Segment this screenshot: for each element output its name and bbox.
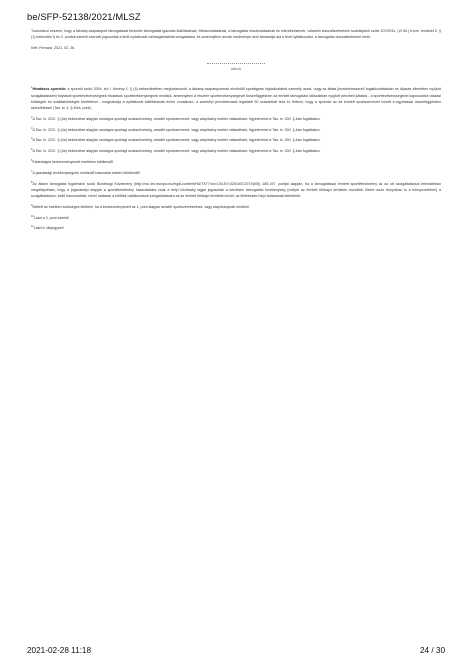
document-body (31, 28, 441, 232)
footnote-marker: 5 (31, 148, 33, 152)
print-datetime: 2021-02-28 11:18 (27, 646, 92, 655)
page-footer (0, 646, 471, 658)
footnote-8 (31, 181, 441, 200)
footnote-text: A gazdasági tevékenységnek minősülő használat esetén kitöltendő! (32, 170, 140, 175)
footnote-text: A Tao. tv. 22/C. § (4a) bekezdése alapján országos sportági szakszövetség, amatőr sportszervezet, vagy alapítvány esetén választható, figyelemmel a Tao. tv. 30/I. §-ban foglaltakra. (32, 138, 321, 143)
footnote-marker: 2 (31, 115, 33, 119)
footnote-marker: 6 (31, 158, 33, 162)
footnote-marker: 4 (31, 137, 33, 141)
footnote-marker: 3 (31, 126, 33, 130)
footnote-text: Mellett az esetben szükséges kitölteni, ha a kedvezményezett az 1. pont alapján amatőr sportszervezetnek, vagy alapítványnak minősül. (32, 204, 250, 209)
date-line: Kelt: Ferrazzi, 2021. 02. 26. (31, 46, 76, 50)
footnote-1 (31, 86, 441, 111)
footnote-text: Kizárólagos kedvezményezett esetében kitöltendő! (32, 160, 114, 164)
footnote-11 (31, 225, 441, 231)
footnote-title: Hivatásos sportoló: (32, 87, 67, 92)
footnote-marker: 8 (31, 180, 33, 184)
document-case-number: be/SFP-52138/2021/MLSZ (27, 11, 141, 22)
declaration-paragraph: Tudomásul veszem, hogy a látvány-csapatsport támogatását biztosító támogatási igazolás kiállításának, felhasználásának, a támogatás elszámolásának és ellenőrzésének, valamint visszafizetésének szabályairól szóló 107/2011. (VI.30.) Korm. rendelet 2. § (1) bekezdés f) és 2. pontok szerinti szervek jogosultak a fenti nyilatkozat valóságtartalmát vizsgálatára, és amennyiben annak eredménye nem támasztja alá a fenti nyilatkozatot, a támogatás visszafizetésére kerül. (31, 29, 441, 40)
footnote-text: Az állami támogatás fogalmáról szóló Bizottsági Közlemény (http://eur-lex.europa.eu/legal-content/HU/TXT/?uri=CELEX:52016XC0719(05)) 185-197. pontjai alapján, ha a támogatással érintett sportlétesítmény az az ott szolgáltatással telemáteban megállapítható, hogy a jogszabályi alapján a sportlétesítmény használatára csak a helyi közösség tagjai jogosultak a kérdéses támogatási tevékenység (melyet az érintett földrajzi területen közöttük, illetve azon túlnyúlóan is a környezetében) a szolgáltatáshoz, kellő hasznosítást, mivel hatással a külföldi vállalkozások szolgáltatásaira az az érintett földrajzi területen kívüli, az illetékesek helyi tartásának tekinthető. (31, 181, 441, 198)
page-number: 24 / 30 (419, 646, 445, 655)
footnote-marker: 7 (31, 169, 33, 173)
footnote-text: Lásd 6. lábjegyzet! (33, 226, 64, 231)
footnote-text: a sportról szóló 2004. évi I. törvény 1. § (4) bekezdésében meghatározott, a látvány-csapatsportnak minősülő sportágban foglalkoztatott személy azzal, hogy az általa jövedelemszerző foglalkoztatásban és díjazás ellenében nyújtott szolgáltatásként folytatott sporttevékenységnek hivatásos sporttevékenységnek minősül, amennyiben a részére sporttevékenységével összefüggésben az érintett támogatási időszakban nyújtott pénzbeli juttatás - a sporttevékenységével kapcsolatos utazási költségek és szállásköltségek kivételével - meghaladja a nyilatkozat kiállításának évére vonatkozó, a személyi jövedelemadó legalább 50 százalékát tesz ki, feltéve, hogy a sportoló az az érintett sportszervezet között e-egymással összefüggésben szerződéssel (Tao. tv. 4. § 40/a. pont). (31, 87, 441, 111)
signature-line (207, 63, 265, 64)
footnote-text: Lásd a 3. pont szerint! (33, 215, 70, 220)
footnote-marker: 10 (31, 214, 34, 218)
footnote-marker: 9 (31, 203, 33, 207)
footnote-text: A Tao. tv. 22/C. § (4a) bekezdése alapján országos sportági szakszövetség, amatőr sportszervezet, vagy alapítvány esetén választható, figyelemmel a Tao. tv. 30/I. §-ban foglaltakra. (32, 127, 321, 132)
footnote-marker: 11 (31, 225, 34, 229)
footnote-text: A Tao. tv. 22/C. § (4a) bekezdése alapján országos sportági szakszövetség, amatőr sportszervezet, vagy alapítvány esetén választható, figyelemmel a Tao. tv. 30/I. §-ban foglaltakra. (32, 116, 321, 121)
footnote-marker: 1 (31, 86, 33, 90)
footnote-text: A Tao. tv. 22/C. § (4a) bekezdése alapján országos sportági szakszövetség, amatőr sportszervezet, vagy alapítvány esetén választható, figyelemmel a Tao. tv. 30/I. §-ban foglaltakra. (32, 149, 321, 154)
signature-label: aláírás (230, 67, 242, 72)
